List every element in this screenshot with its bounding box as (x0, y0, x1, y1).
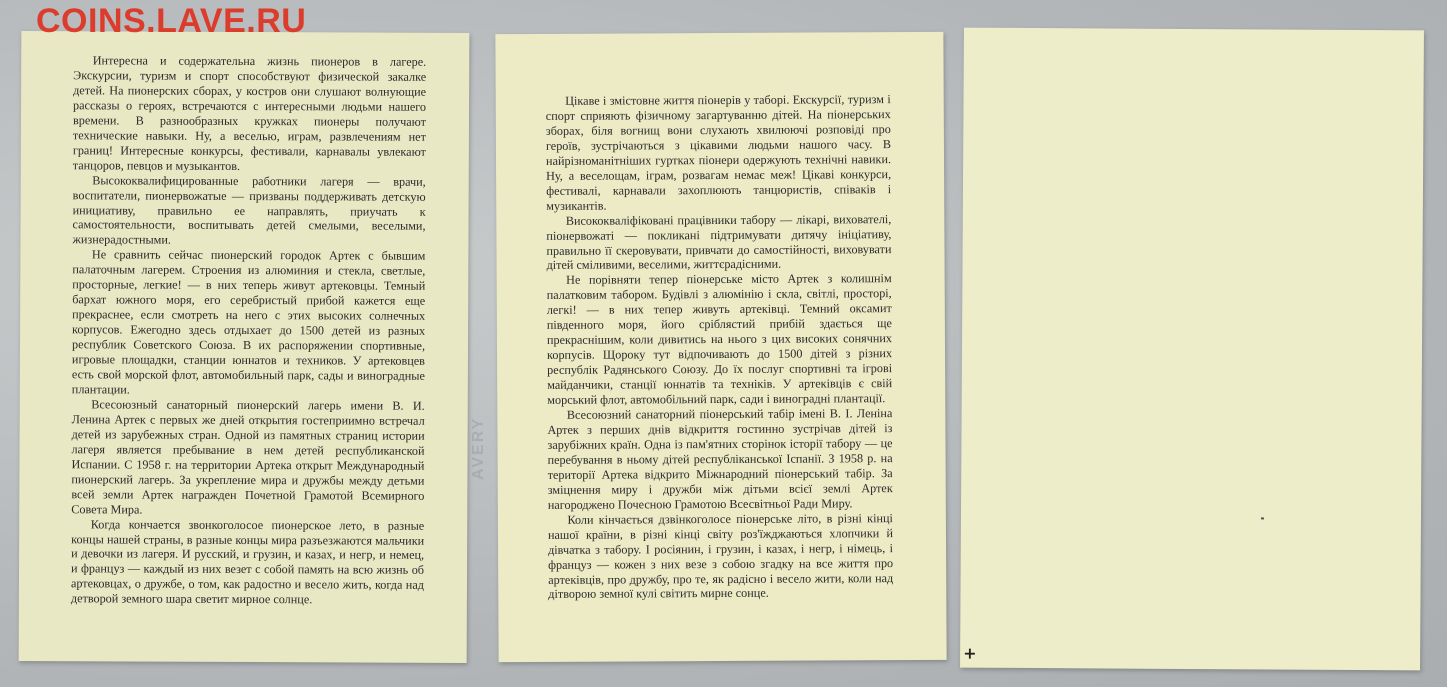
uk-paragraph: Цікаве і змістовне життя піонерів у таборі. Екскурсії, туризм і спорт сприяють фізичному загартуванню дітей. На піонерських зборах, біля вогнищ вони слухають хвилюючі розповіді про героїв, зустрічаються з цікавими людьми нашого часу. В найрізноманітніших гуртках піонери одержують технічні навики. Ну, а веселощам, іграм, розвагам немає меж! Цікаві конкурси, фестивалі, карнавали захоплюють танцюристів, співаків і музикантів. (545, 92, 892, 213)
ru-paragraph: Высококвалифицированные работники лагеря — врачи, воспитатели, пионервожатые — призваны поддерживать детскую инициативу, правильно ее направлять, приучать к самостоятельности, воспитывать детей смелыми, веселыми, жизнерадостными. (72, 172, 426, 248)
corner-cross-mark: + (963, 643, 977, 663)
uk-paragraph: Всесоюзний санаторний піонерський табір імені В. І. Леніна Артек з перших днів відкриття гостинно зустрічав дітей із зарубіжних країн. Одна із пам'ятних сторінок історії табору — це перебування в ньому дітей республіканської Іспанії. З 1958 р. на території Артека відкрито Міжнародний піонерський табір. За зміцнення миру і дружби між дітьми всієї землі Артек нагороджено Почесною Грамотою Всесвітньої Ради Миру. (547, 406, 893, 512)
sheet-russian-text (19, 31, 470, 663)
uk-paragraph: Не порівняти тепер піонерське місто Артек з колишнім палатковим табором. Будівлі з алюмінію і скла, світлі, просторі, легкі! — в них тепер живуть артеківці. Темний оксамит південного моря, його сріблястий прибій здається ще прекраснішим, коли дивитись на нього з цих високих сонячних корпусів. Щороку тут відпочивають до 1500 дітей з різних республік Радянського Союзу. До їх послуг спортивні та ігрові майданчики, станції юннатів та техніків. У артеківців є свій морський флот, автомобільний парк, сади і виноградні плантації. (546, 271, 893, 407)
ru-paragraph: Всесоюзный санаторный пионерский лагерь имени В. И. Ленина Артек с первых же дней открытия гостеприимно встречал детей из зарубежных стран. Одной из памятных страниц истории лагеря является пребывание в нем детей республиканской Испании. С 1958 г. на территории Артека открыт Международный пионерский лагерь. За укрепление мира и дружбы между детьми всей земли Артек награжден Почетной Грамотой Всемирного Совета Мира. (71, 397, 425, 517)
site-watermark: COINS.LAVE.RU (36, 2, 307, 40)
sheet-blank (960, 28, 1424, 671)
uk-paragraph: Висококваліфіковані працівники табору — лікарі, вихователі, піонервожаті — покликані підтримувати дитячу ініціативу, правильно її скеровувати, привчати до самостійності, виховувати дітей сміливими, веселими, життєрадісними. (546, 211, 892, 273)
ukrainian-text-block (546, 92, 894, 602)
uk-paragraph: Коли кінчається дзвінкоголосе піонерське літо, в різні кінці нашої країни, в різні кінці світу роз'їжджаються хлопчики й дівчатка з табору. І росіянин, і грузин, і казах, і негр, і німець, і француз — кожен з них везе з собою згадку на все життя про артеківців, про дружбу, про те, як радісно і весело жити, коли над дітворою земної кулі світить мирне сонце. (547, 510, 894, 602)
ru-paragraph: Интересна и содержательна жизнь пионеров в лагере. Экскурсии, туризм и спорт способствуют физической закалке детей. На пионерских сборах, у костров они слушают волнующие рассказы о героях, встречаются с интересными людьми нашего времени. В разнообразных кружках пионеры получают технические навыки. Ну, а веселью, играм, развлечениям нет границ! Интересные конкурсы, фестивали, карнавалы увлекают танцоров, певцов и музыкантов. (72, 53, 427, 173)
ru-paragraph: Не сравнить сейчас пионерский городок Артек с бывшим палаточным лагерем. Строения из алюминия и стекла, светлые, просторные, легкие! — в них теперь живут артековцы. Темный бархат южного моря, его серебристый прибой кажется еще прекраснее, если смотреть на него с этих высоких солнечных корпусов. Ежегодно здесь отдыхает до 1500 детей из разных республик Советского Союза. В их распоряжении спортивные, игровые площадки, станции юннатов и техников. У артековцев есть свой морской флот, автомобильный парк, сады и виноградные плантации. (71, 247, 426, 397)
ru-paragraph: Когда кончается звонкоголосое пионерское лето, в разные концы нашей страны, в разные концы мира разъезжаются мальчики и девочки из лагеря. И русский, и грузин, и казах, и негр, и немец, и француз — каждый из них везет с собой память на всю жизнь об артековцах, о дружбе, о том, как радостно и весело жить, когда над детворой земного шара светит мирное солнце. (70, 516, 425, 607)
background-label-avery: AVERY (470, 416, 487, 480)
russian-text-block (71, 53, 426, 608)
paper-speck (1261, 517, 1264, 519)
sheet-ukrainian-text (495, 32, 946, 662)
